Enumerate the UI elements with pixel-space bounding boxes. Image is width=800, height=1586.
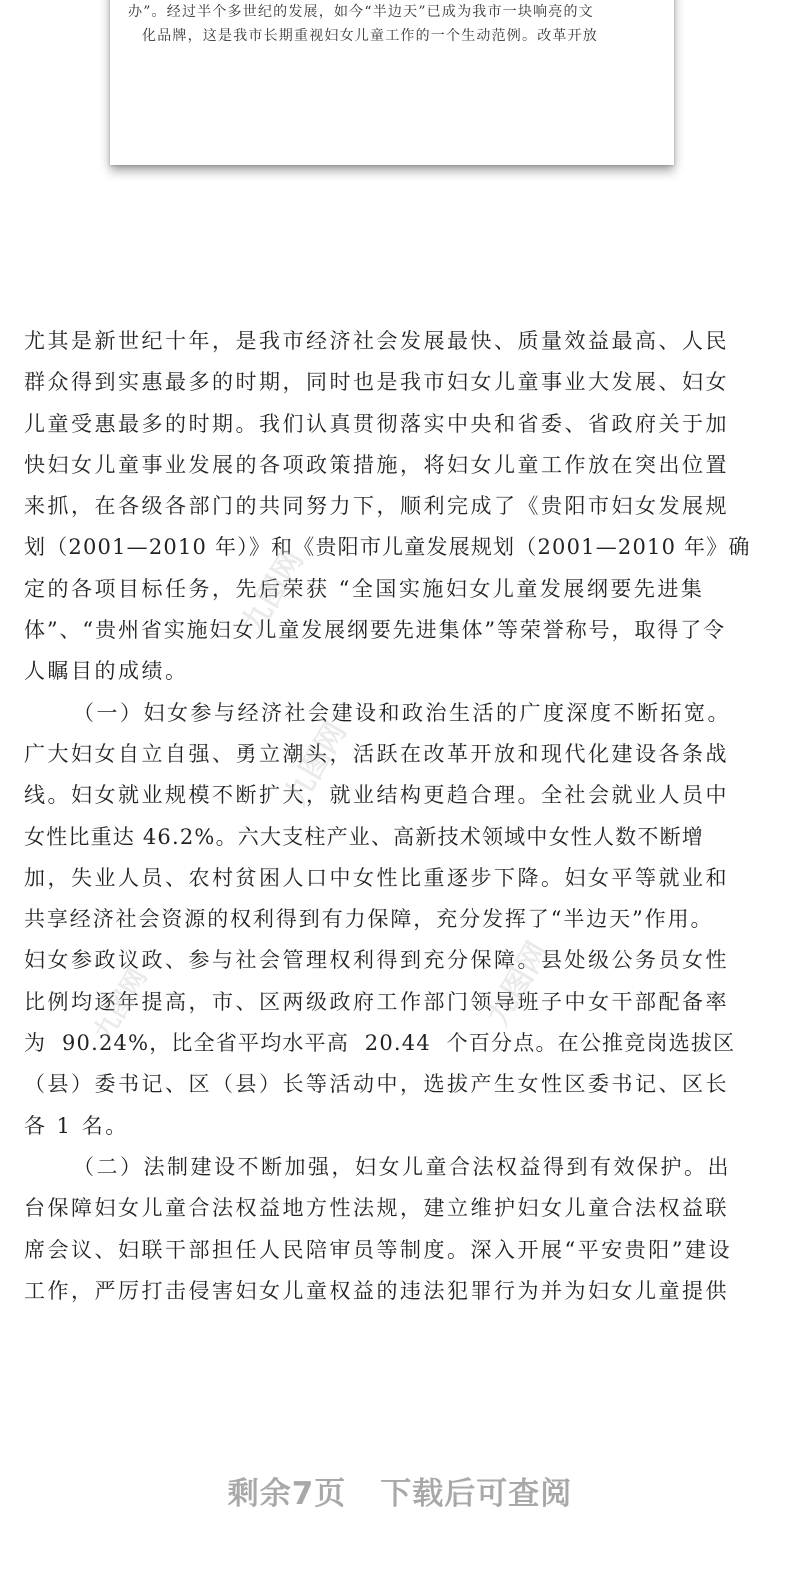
paragraph-line: 广大妇女自立自强、勇立潮头，活跃在改革开放和现代化建设各条战 — [24, 741, 729, 766]
paragraph-line: 来抓，在各级各部门的共同努力下，顺利完成了《贵阳市妇女发展规 — [24, 494, 729, 519]
paragraph-line: 快妇女儿童事业发展的各项政策措施，将妇女儿童工作放在突出位置 — [24, 452, 729, 477]
paragraph-line: 尤其是新世纪十年，是我市经济社会发展最快、质量效益最高、人民 — [24, 329, 729, 353]
document-body — [24, 321, 776, 1312]
paragraph-line: 席会议、妇联干部担任人民陪审员等制度。深入开展“平安贵阳”建设 — [24, 1237, 732, 1262]
section-heading-line: （二）法制建设不断加强，妇女儿童合法权益得到有效保护。出 — [73, 1154, 731, 1179]
paragraph-line: 划（2001—2010 年）》和《贵阳市儿童发展规划（2001—2010 年》确 — [24, 535, 751, 560]
paragraph-line: （县）委书记、区（县）长等活动中，选拔产生女性区委书记、区长 — [24, 1072, 729, 1097]
remaining-pages-label: 剩余7页 — [227, 1476, 347, 1512]
paragraph-line: 共享经济社会资源的权利得到有力保障，充分发挥了“半边天”作用。 — [24, 907, 714, 932]
paragraph-line: 妇女参政议政、参与社会管理权利得到充分保障。县处级公务员女性 — [24, 948, 729, 973]
watermark: 九图网 — [235, 544, 311, 640]
preview-text — [128, 0, 652, 48]
watermark: 九图网 — [278, 716, 354, 812]
paragraph-line: 儿童受惠最多的时期。我们认真贯彻落实中央和省委、省政府关于加 — [24, 411, 729, 436]
paragraph-line: 定的各项目标任务，先后荣获 “全国实施妇女儿童发展纲要先进集 — [24, 576, 705, 601]
paragraph-line: 台保障妇女儿童合法权益地方性法规，建立维护妇女儿童合法权益联 — [24, 1196, 729, 1221]
paragraph-line: 线。妇女就业规模不断扩大，就业结构更趋合理。全社会就业人员中 — [24, 783, 729, 808]
watermark: 九图网 — [480, 936, 556, 1032]
download-prompt[interactable] — [0, 1468, 800, 1513]
paragraph-line: 加，失业人员、农村贫困人口中女性比重逐步下降。妇女平等就业和 — [24, 865, 729, 890]
paragraph-line: 各 1 名。 — [24, 1113, 129, 1138]
section-heading-line: （一）妇女参与经济社会建设和政治生活的广度深度不断拓宽。 — [73, 700, 731, 725]
preview-line: 化品牌，这是我市长期重视妇女儿童工作的一个生动范例。改革开放 — [142, 28, 598, 44]
download-to-read-label: 下载后可查阅 — [380, 1476, 573, 1512]
paragraph-line: 比例均逐年提高，市、区两级政府工作部门领导班子中女干部配备率 — [24, 989, 729, 1014]
watermark: 九图网 — [88, 963, 154, 1047]
paragraph-line: 群众得到实惠最多的时期，同时也是我市妇女儿童事业大发展、妇女 — [24, 370, 729, 395]
paragraph-line: 体”、“贵州省实施妇女儿童发展纲要先进集体”等荣誉称号，取得了令 — [24, 618, 727, 643]
paragraph-line: 人瞩目的成绩。 — [24, 659, 189, 684]
paragraph-line: 工作，严厉打击侵害妇女儿童权益的违法犯罪行为并为妇女儿童提供 — [24, 1278, 729, 1303]
preview-line: 办”。经过半个多世纪的发展，如今“半边天”已成为我市一块响亮的文 — [128, 4, 594, 20]
paragraph-line: 为 90.24%，比全省平均水平高 20.44 个百分点。在公推竞岗选拔区 — [24, 1031, 736, 1056]
document-preview-card — [110, 0, 674, 165]
paragraph-line: 女性比重达 46.2%。六大支柱产业、高新技术领域中女性人数不断增 — [24, 824, 704, 849]
